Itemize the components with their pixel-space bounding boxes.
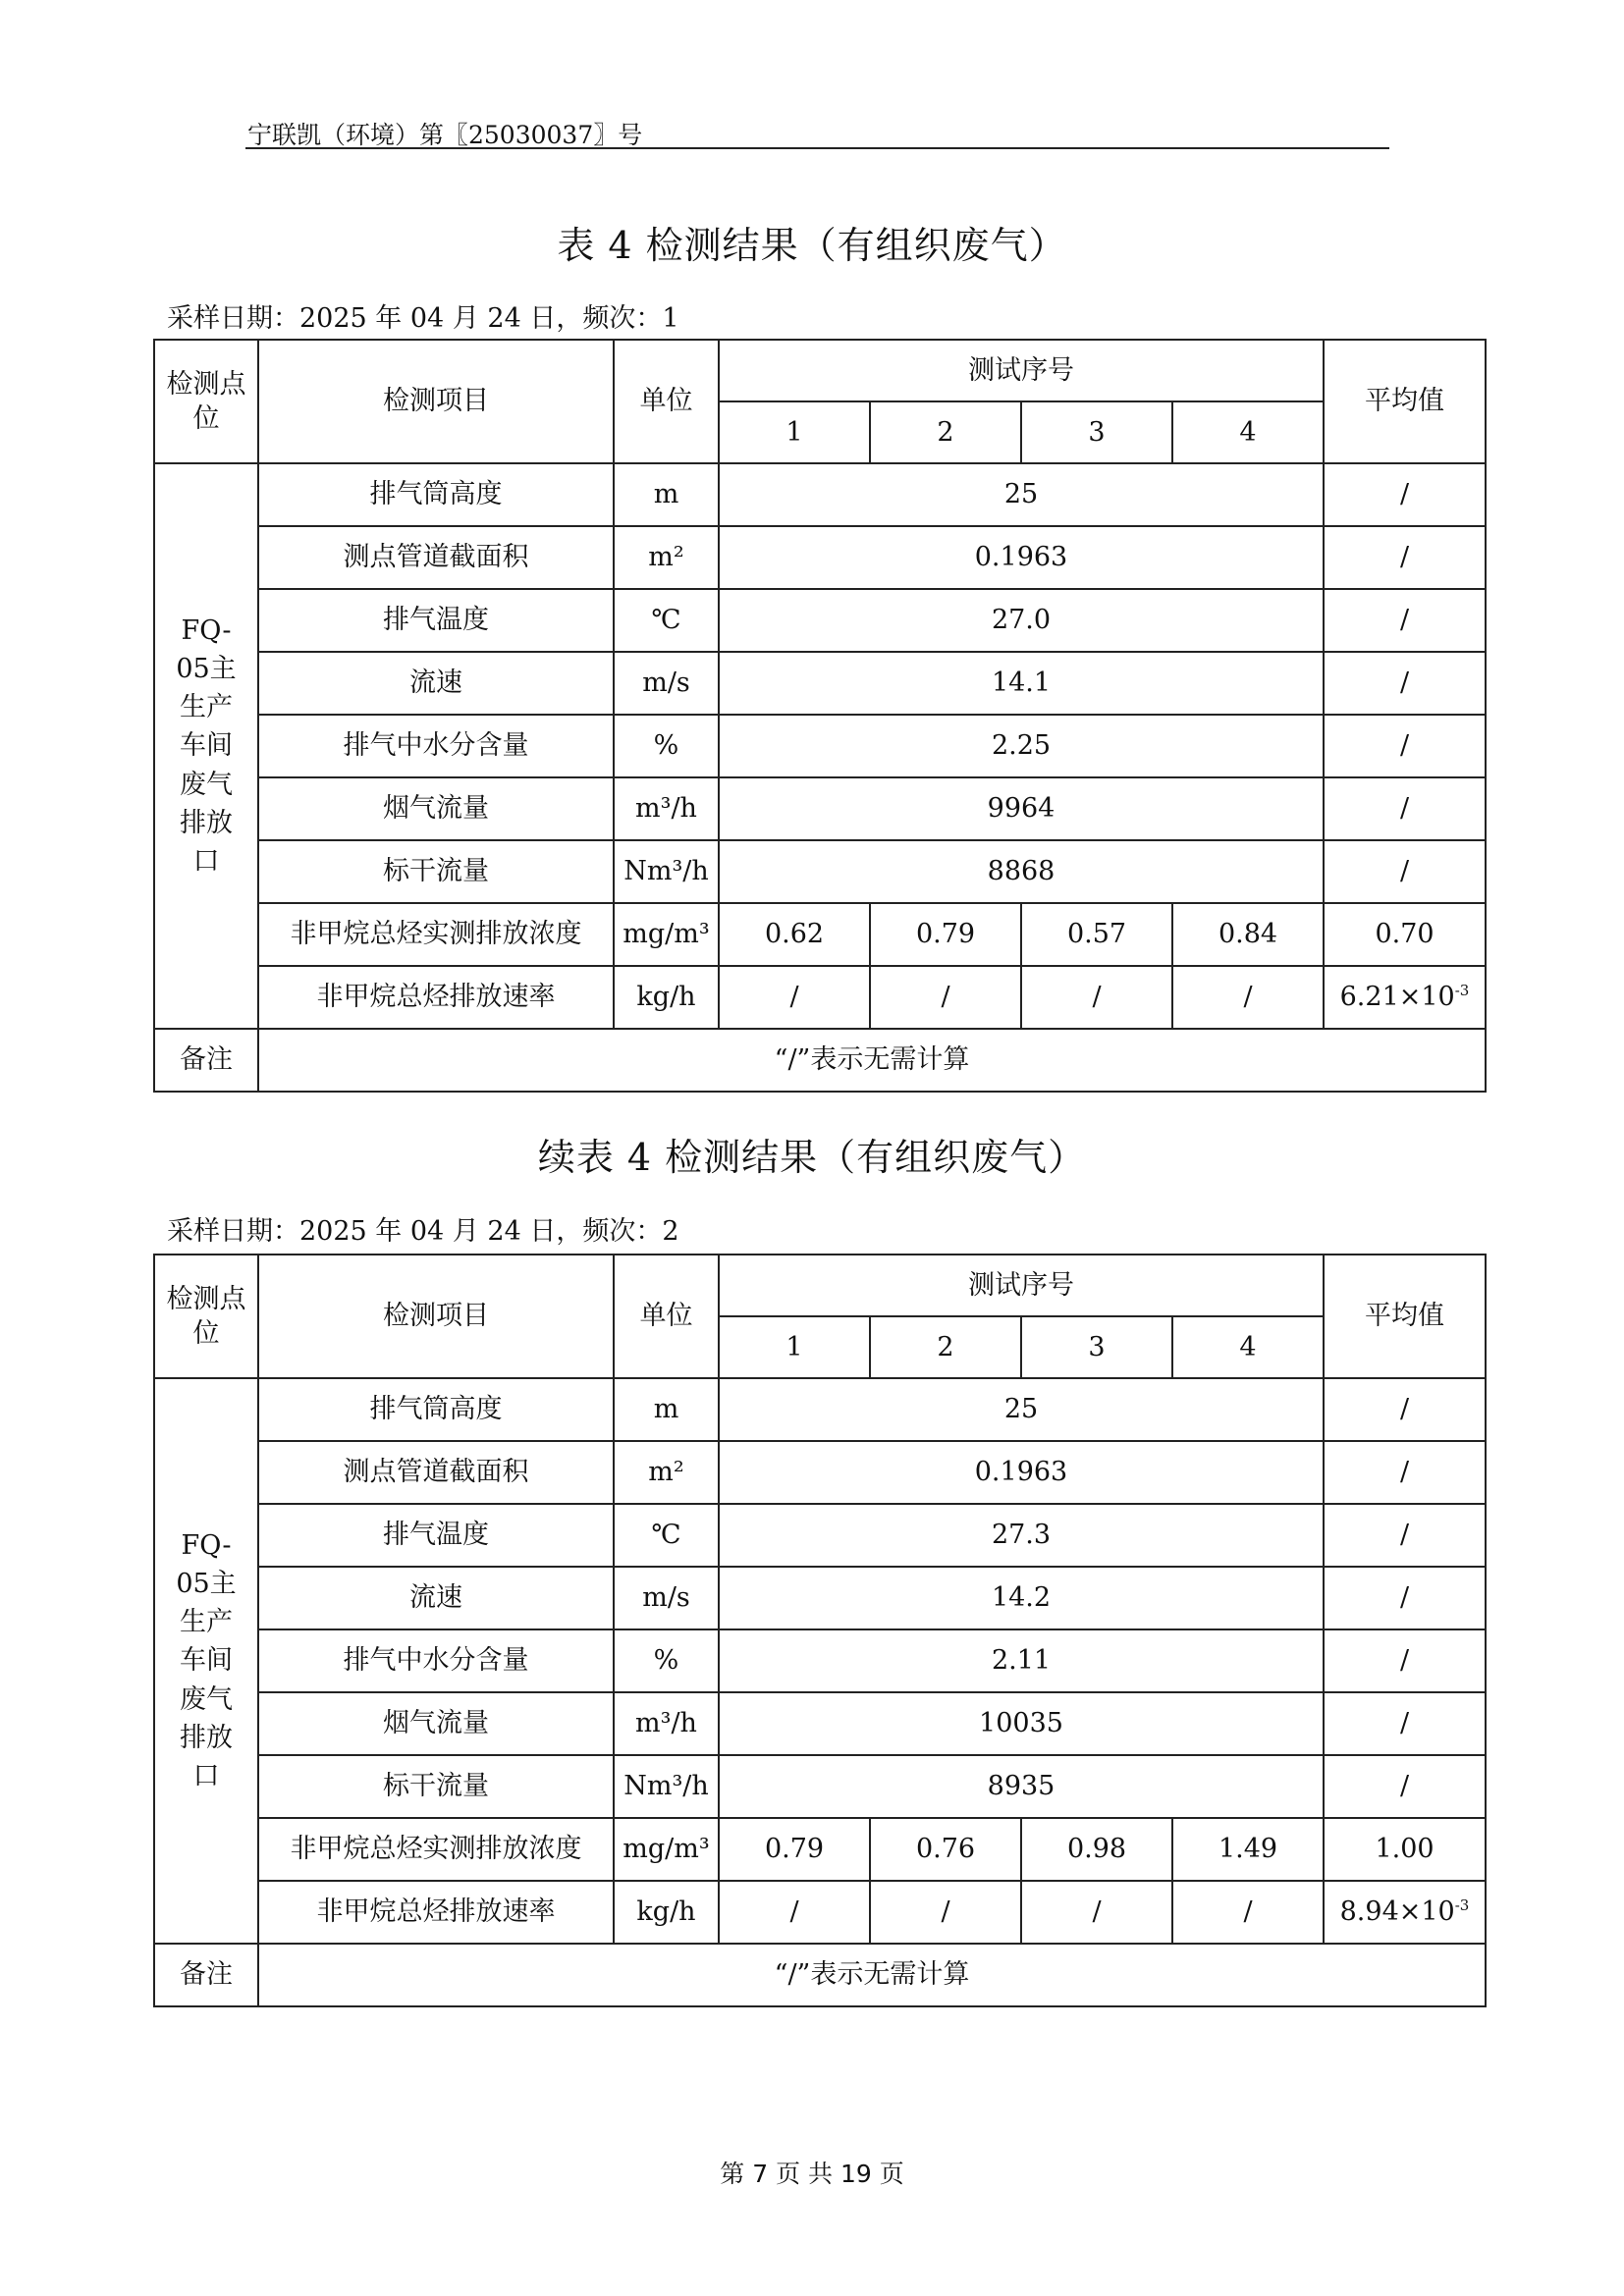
- value-cell: 27.3: [719, 1504, 1324, 1567]
- avg-cell: /: [1324, 1378, 1486, 1441]
- table-row: [154, 526, 1486, 589]
- avg-cell: [1324, 966, 1486, 1029]
- value-cell-1: /: [719, 1881, 870, 1944]
- header-no-4: 4: [1172, 1316, 1324, 1378]
- unit-cell: ℃: [614, 589, 719, 652]
- sampling-info: 采样日期：2025 年 04 月 24 日，频次：2: [167, 1216, 679, 1247]
- item-cell: 烟气流量: [258, 1692, 614, 1755]
- value-cell: 8935: [719, 1755, 1324, 1818]
- header-no-2: 2: [870, 401, 1021, 463]
- page-number: 第 7 页 共 19 页: [720, 2160, 904, 2188]
- unit-cell: ℃: [614, 1504, 719, 1567]
- report-number: 宁联凯（环境）第〖25030037〗号: [247, 121, 643, 149]
- unit-cell: m²: [614, 1441, 719, 1504]
- avg-base: 8.94×10: [1339, 1896, 1455, 1928]
- unit-cell: %: [614, 1629, 719, 1692]
- result-table: [153, 339, 1487, 1093]
- item-cell: 排气筒高度: [258, 1378, 614, 1441]
- location-text: FQ-05主生产车间废气排放口: [176, 1530, 237, 1791]
- header-point: 检测点位: [154, 1255, 258, 1378]
- avg-exponent: -3: [1454, 1896, 1470, 1915]
- item-cell: 标干流量: [258, 1755, 614, 1818]
- avg-base: 6.21×10: [1339, 982, 1455, 1013]
- value-cell-2: 0.79: [870, 903, 1021, 966]
- value-cell: 0.1963: [719, 526, 1324, 589]
- value-cell: 2.25: [719, 715, 1324, 777]
- header-row: [154, 1255, 1486, 1316]
- item-cell: 流速: [258, 1567, 614, 1629]
- table-row: [154, 1378, 1486, 1441]
- header-avg: 平均值: [1324, 1255, 1486, 1378]
- table-row: [154, 1567, 1486, 1629]
- table-row: [154, 1818, 1486, 1881]
- note-label: 备注: [154, 1944, 258, 2006]
- item-cell: 测点管道截面积: [258, 526, 614, 589]
- table-row: [154, 777, 1486, 840]
- item-cell: 非甲烷总烃排放速率: [258, 1881, 614, 1944]
- table-row: [154, 715, 1486, 777]
- table-row: [154, 1881, 1486, 1944]
- header-no-2: 2: [870, 1316, 1021, 1378]
- avg-cell: /: [1324, 1504, 1486, 1567]
- unit-cell: m²: [614, 526, 719, 589]
- value-cell: 14.1: [719, 652, 1324, 715]
- value-cell-1: /: [719, 966, 870, 1029]
- unit-cell: kg/h: [614, 1881, 719, 1944]
- unit-cell: m/s: [614, 652, 719, 715]
- header-point: 检测点位: [154, 340, 258, 463]
- header-row: [154, 340, 1486, 401]
- header-unit: 单位: [614, 340, 719, 463]
- value-cell-4: 1.49: [1172, 1818, 1324, 1881]
- avg-cell: /: [1324, 526, 1486, 589]
- table-row: [154, 1692, 1486, 1755]
- unit-cell: mg/m³: [614, 903, 719, 966]
- value-cell: 25: [719, 1378, 1324, 1441]
- avg-cell: /: [1324, 840, 1486, 903]
- avg-cell: /: [1324, 1755, 1486, 1818]
- avg-cell: 0.70: [1324, 903, 1486, 966]
- value-cell: 8868: [719, 840, 1324, 903]
- value-cell: 0.1963: [719, 1441, 1324, 1504]
- item-cell: 非甲烷总烃实测排放浓度: [258, 903, 614, 966]
- item-cell: 排气中水分含量: [258, 715, 614, 777]
- header-item: 检测项目: [258, 1255, 614, 1378]
- header-avg: 平均值: [1324, 340, 1486, 463]
- value-cell-4: /: [1172, 1881, 1324, 1944]
- item-cell: 非甲烷总烃排放速率: [258, 966, 614, 1029]
- unit-cell: kg/h: [614, 966, 719, 1029]
- value-cell: 25: [719, 463, 1324, 526]
- value-cell-2: /: [870, 1881, 1021, 1944]
- note-text: “/”表示无需计算: [258, 1029, 1486, 1092]
- item-cell: 排气中水分含量: [258, 1629, 614, 1692]
- table-row: [154, 840, 1486, 903]
- value-cell-1: 0.79: [719, 1818, 870, 1881]
- avg-exponent: -3: [1454, 982, 1470, 1000]
- unit-cell: m³/h: [614, 777, 719, 840]
- header-test-no: 测试序号: [719, 1255, 1324, 1316]
- value-cell-2: /: [870, 966, 1021, 1029]
- table-row: [154, 1441, 1486, 1504]
- location-text: FQ-05主生产车间废气排放口: [176, 615, 237, 877]
- avg-cell: /: [1324, 715, 1486, 777]
- unit-cell: Nm³/h: [614, 1755, 719, 1818]
- value-cell: 2.11: [719, 1629, 1324, 1692]
- header-no-1: 1: [719, 401, 870, 463]
- avg-cell: /: [1324, 1567, 1486, 1629]
- item-cell: 测点管道截面积: [258, 1441, 614, 1504]
- table-row: [154, 463, 1486, 526]
- table-row: [154, 1629, 1486, 1692]
- item-cell: 标干流量: [258, 840, 614, 903]
- unit-cell: m: [614, 463, 719, 526]
- header-test-no: 测试序号: [719, 340, 1324, 401]
- location-cell: [154, 1378, 258, 1944]
- table-row: [154, 652, 1486, 715]
- note-row: [154, 1944, 1486, 2006]
- note-text: “/”表示无需计算: [258, 1944, 1486, 2006]
- table-row: [154, 903, 1486, 966]
- value-cell: 10035: [719, 1692, 1324, 1755]
- item-cell: 排气温度: [258, 1504, 614, 1567]
- table-row: [154, 1755, 1486, 1818]
- unit-cell: m/s: [614, 1567, 719, 1629]
- value-cell-2: 0.76: [870, 1818, 1021, 1881]
- item-cell: 非甲烷总烃实测排放浓度: [258, 1818, 614, 1881]
- avg-cell: 1.00: [1324, 1818, 1486, 1881]
- unit-cell: m: [614, 1378, 719, 1441]
- value-cell-3: /: [1021, 1881, 1172, 1944]
- table-row: [154, 1504, 1486, 1567]
- avg-cell: /: [1324, 652, 1486, 715]
- location-cell: [154, 463, 258, 1029]
- unit-cell: Nm³/h: [614, 840, 719, 903]
- header-no-4: 4: [1172, 401, 1324, 463]
- value-cell-1: 0.62: [719, 903, 870, 966]
- header-no-1: 1: [719, 1316, 870, 1378]
- table-row: [154, 589, 1486, 652]
- value-cell: 14.2: [719, 1567, 1324, 1629]
- table-row: [154, 966, 1486, 1029]
- item-cell: 排气温度: [258, 589, 614, 652]
- header-no-3: 3: [1021, 401, 1172, 463]
- sampling-info: 采样日期：2025 年 04 月 24 日，频次：1: [167, 303, 679, 334]
- table-title: 续表 4 检测结果（有组织废气）: [537, 1136, 1087, 1179]
- table-title: 表 4 检测结果（有组织废气）: [557, 224, 1067, 267]
- avg-cell: /: [1324, 777, 1486, 840]
- unit-cell: %: [614, 715, 719, 777]
- avg-cell: [1324, 1881, 1486, 1944]
- unit-cell: mg/m³: [614, 1818, 719, 1881]
- header-no-3: 3: [1021, 1316, 1172, 1378]
- avg-cell: /: [1324, 1629, 1486, 1692]
- value-cell: 27.0: [719, 589, 1324, 652]
- avg-cell: /: [1324, 463, 1486, 526]
- item-cell: 排气筒高度: [258, 463, 614, 526]
- note-label: 备注: [154, 1029, 258, 1092]
- value-cell-3: 0.98: [1021, 1818, 1172, 1881]
- value-cell-3: 0.57: [1021, 903, 1172, 966]
- item-cell: 烟气流量: [258, 777, 614, 840]
- avg-cell: /: [1324, 1441, 1486, 1504]
- header-item: 检测项目: [258, 340, 614, 463]
- value-cell-4: /: [1172, 966, 1324, 1029]
- header-divider: [245, 147, 1389, 149]
- avg-cell: /: [1324, 1692, 1486, 1755]
- result-table: [153, 1254, 1487, 2007]
- item-cell: 流速: [258, 652, 614, 715]
- value-cell-4: 0.84: [1172, 903, 1324, 966]
- unit-cell: m³/h: [614, 1692, 719, 1755]
- value-cell: 9964: [719, 777, 1324, 840]
- value-cell-3: /: [1021, 966, 1172, 1029]
- avg-cell: /: [1324, 589, 1486, 652]
- note-row: [154, 1029, 1486, 1092]
- header-unit: 单位: [614, 1255, 719, 1378]
